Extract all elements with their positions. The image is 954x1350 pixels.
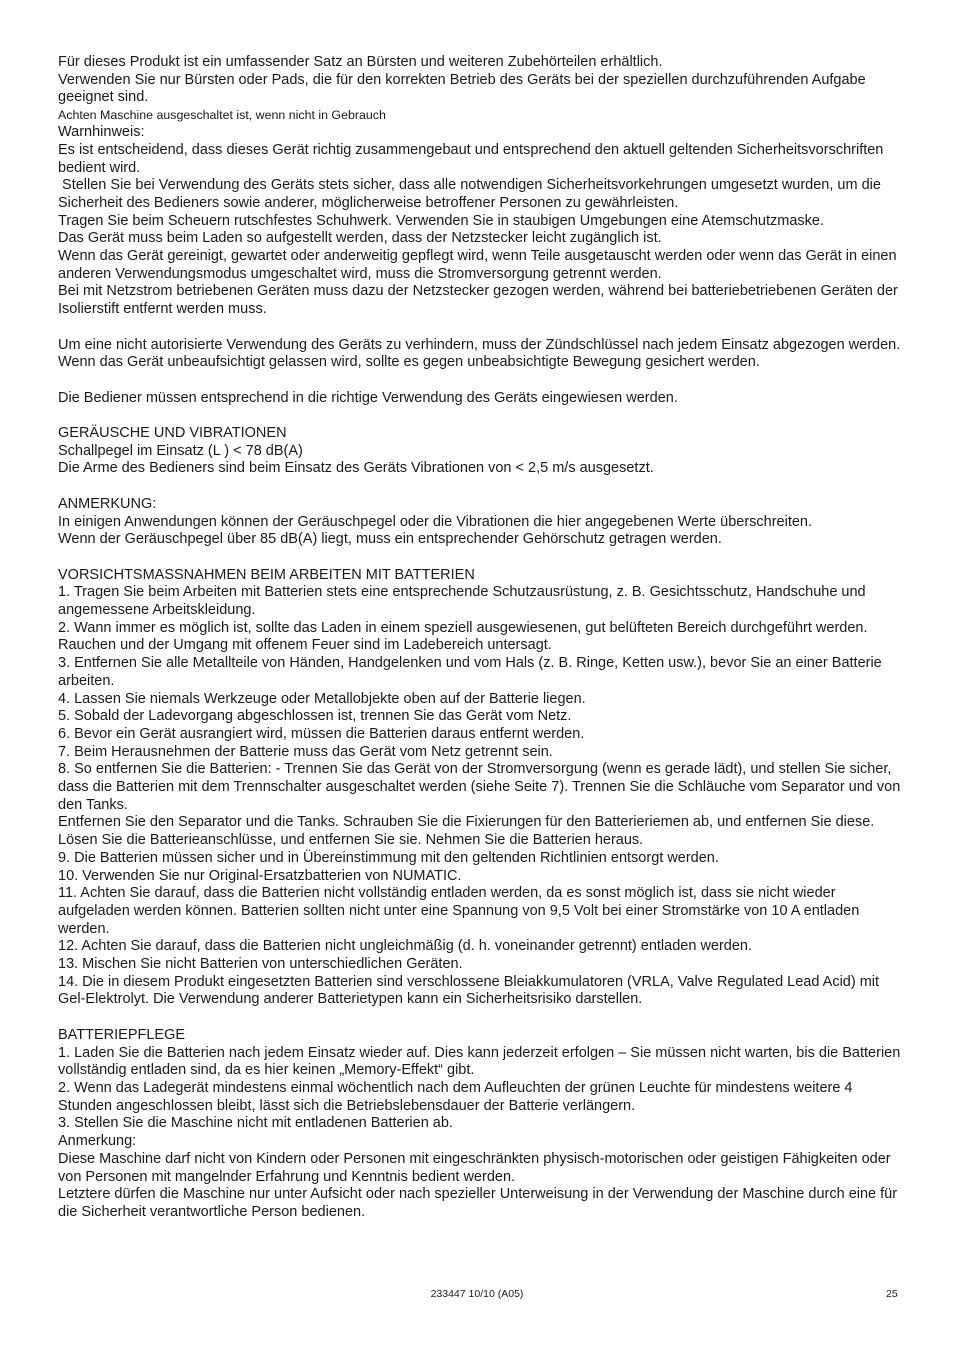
battery-precaution-item: Entfernen Sie den Separator und die Tanks. Schrauben Sie die Fixierungen für den Batterieriemen ab, und entfernen Sie diese. [58, 814, 875, 831]
battery-precaution-item: 1. Tragen Sie beim Arbeiten mit Batterien stets eine entsprechende Schutzausrüstung, z. B. Gesichtsschutz, Handschuhe und angemessene Arbeitskleidung. [58, 584, 866, 619]
noise-line: Die Arme des Bedieners sind beim Einsatz des Geräts Vibrationen von < 2,5 m/s ausgesetzt. [58, 460, 654, 477]
battery-care-item: 2. Wenn das Ladegerät mindestens einmal wöchentlich nach dem Aufleuchten der grünen Leuchte für mindestens weitere 4 Stunden angeschlossen bleibt, lässt sich die Betriebslebensdauer der Batterie verlängern. [58, 1079, 853, 1114]
battery-care-note: Diese Maschine darf nicht von Kindern oder Personen mit eingeschränkten physisch-motorischen oder geistigen Fähigkeiten oder von Personen mit mangelnder Erfahrung und Kenntnis bedient werden. [58, 1150, 891, 1185]
machine-off-note: Achten Maschine ausgeschaltet ist, wenn nicht in Gebrauch [58, 108, 386, 123]
remark-line: In einigen Anwendungen können der Geräuschpegel oder die Vibrationen die hier angegebenen Werte überschreiten. [58, 513, 813, 530]
warning-line: Bei mit Netzstrom betriebenen Geräten muss dazu der Netzstecker gezogen werden, während bei batteriebetriebenen Geräten der Isolierstift entfernt werden muss. [58, 283, 898, 318]
document-code: 233447 10/10 (A05) [430, 1288, 524, 1300]
battery-precaution-item: 11. Achten Sie darauf, dass die Batterien nicht vollständig entladen werden, da es sonst möglich ist, dass sie nicht wieder aufgeladen werden können. Batterien sollten nicht unter eine Spannung von 9,5 Volt bei einer Stromstärke von 10 A entladen werden. [58, 885, 860, 937]
battery-precaution-item: 14. Die in diesem Produkt eingesetzten Batterien sind verschlossene Bleiakkumulatoren (VRLA, Valve Regulated Lead Acid) mit Gel-Elektrolyt. Die Verwendung anderer Batterietypen kann ein Sicherheitsrisiko darstellen. [58, 973, 880, 1008]
operators-line: Die Bediener müssen entsprechend in die richtige Verwendung des Geräts eingewiesen werden. [58, 389, 678, 406]
battery-precaution-item: 5. Sobald der Ladevorgang abgeschlossen ist, trennen Sie das Gerät vom Netz. [58, 708, 572, 725]
battery-precaution-item: 13. Mischen Sie nicht Batterien von unterschiedlichen Geräten. [58, 956, 463, 973]
battery-precaution-item: 8. So entfernen Sie die Batterien: - Trennen Sie das Gerät von der Stromversorgung (wenn es gerade lädt), und stellen Sie sicher, dass die Batterien mit dem Trennschalter ausgeschaltet werden (siehe Seite 7). Trennen Sie die Schläuche vom Separator und von den Tanks. [58, 761, 901, 813]
key-line: Wenn das Gerät unbeaufsichtigt gelassen wird, sollte es gegen unbeabsichtigte Bewegung gesichert werden. [58, 354, 760, 371]
remark-line: Wenn der Geräuschpegel über 85 dB(A) liegt, muss ein entsprechender Gehörschutz getragen werden. [58, 531, 722, 548]
battery-precaution-item: 7. Beim Herausnehmen der Batterie muss das Gerät vom Netz getrennt sein. [58, 743, 553, 760]
warning-line: Wenn das Gerät gereinigt, gewartet oder anderweitig gepflegt wird, wenn Teile ausgetauscht werden oder wenn das Gerät in einen anderen Verwendungsmodus umgeschaltet wird, muss die Stromversorgung getrennt werden. [58, 248, 897, 282]
key-line: Um eine nicht autorisierte Verwendung des Geräts zu verhindern, muss der Zündschlüssel nach jedem Einsatz abgezogen werden. [58, 336, 901, 353]
document-body [58, 54, 908, 1222]
warning-line: Das Gerät muss beim Laden so aufgestellt werden, dass der Netzstecker leicht zugänglich ist. [58, 230, 662, 247]
battery-care-item: 1. Laden Sie die Batterien nach jedem Einsatz wieder auf. Dies kann jederzeit erfolgen – Sie müssen nicht warten, bis die Batterien vollständig entladen sind, da es hier keinen „Memory-Effekt“ gibt. [58, 1044, 901, 1079]
battery-care-item: 3. Stellen Sie die Maschine nicht mit entladenen Batterien ab. [58, 1115, 453, 1132]
intro-line: Verwenden Sie nur Bürsten oder Pads, die für den korrekten Betrieb des Geräts bei der speziellen durchzuführenden Aufgabe geeignet sind. [58, 71, 866, 106]
battery-precautions-heading: VORSICHTSMASSNAHMEN BEIM ARBEITEN MIT BATTERIEN [58, 566, 475, 583]
battery-care-note-heading: Anmerkung: [58, 1133, 137, 1150]
warning-heading: Warnhinweis: [58, 124, 145, 141]
warning-line: Stellen Sie bei Verwendung des Geräts stets sicher, dass alle notwendigen Sicherheitsvorkehrungen umgesetzt wurden, um die Sicherheit des Bedieners sowie anderer, möglicherweise betroffener Personen zu gewährleisten. [58, 177, 881, 211]
battery-precaution-item: 3. Entfernen Sie alle Metallteile von Händen, Handgelenken und vom Hals (z. B. Ringe, Ketten usw.), bevor Sie an einer Batterie arbeiten. [58, 655, 882, 689]
noise-heading: GERÄUSCHE UND VIBRATIONEN [58, 425, 287, 442]
battery-precaution-item: 6. Bevor ein Gerät ausrangiert wird, müssen die Batterien daraus entfernt werden. [58, 725, 585, 742]
battery-precaution-item: 10. Verwenden Sie nur Original-Ersatzbatterien von NUMATIC. [58, 867, 462, 884]
battery-precaution-item: 12. Achten Sie darauf, dass die Batterien nicht ungleichmäßig (d. h. voneinander getrennt) entladen werden. [58, 938, 753, 955]
battery-precaution-item: 9. Die Batterien müssen sicher und in Übereinstimmung mit den geltenden Richtlinien entsorgt werden. [58, 849, 719, 866]
remark-heading: ANMERKUNG: [58, 495, 157, 512]
intro-line: Für dieses Produkt ist ein umfassender Satz an Bürsten und weiteren Zubehörteilen erhältlich. [58, 54, 663, 70]
warning-line: Es ist entscheidend, dass dieses Gerät richtig zusammengebaut und entsprechend den aktuell geltenden Sicherheitsvorschriften bedient wird. [58, 141, 884, 176]
battery-precaution-item: Lösen Sie die Batterieanschlüsse, und entfernen Sie sie. Nehmen Sie die Batterien heraus. [58, 832, 644, 849]
battery-care-heading: BATTERIEPFLEGE [58, 1026, 186, 1043]
battery-precaution-item: 4. Lassen Sie niemals Werkzeuge oder Metallobjekte oben auf der Batterie liegen. [58, 690, 586, 707]
warning-line: Tragen Sie beim Scheuern rutschfestes Schuhwerk. Verwenden Sie in staubigen Umgebungen eine Atemschutzmaske. [58, 212, 824, 229]
page-number: 25 [886, 1288, 898, 1300]
battery-care-note: Letztere dürfen die Maschine nur unter Aufsicht oder nach spezieller Unterweisung in der Verwendung der Maschine durch eine für die Sicherheit verantwortliche Person bedienen. [58, 1186, 898, 1220]
noise-line: Schallpegel im Einsatz (L ) < 78 dB(A) [58, 442, 303, 459]
battery-precaution-item: 2. Wann immer es möglich ist, sollte das Laden in einem speziell ausgewiesenen, gut belüfteten Bereich durchgeführt werden. Rauchen und der Umgang mit offenem Feuer sind im Ladebereich untersagt. [58, 619, 868, 654]
